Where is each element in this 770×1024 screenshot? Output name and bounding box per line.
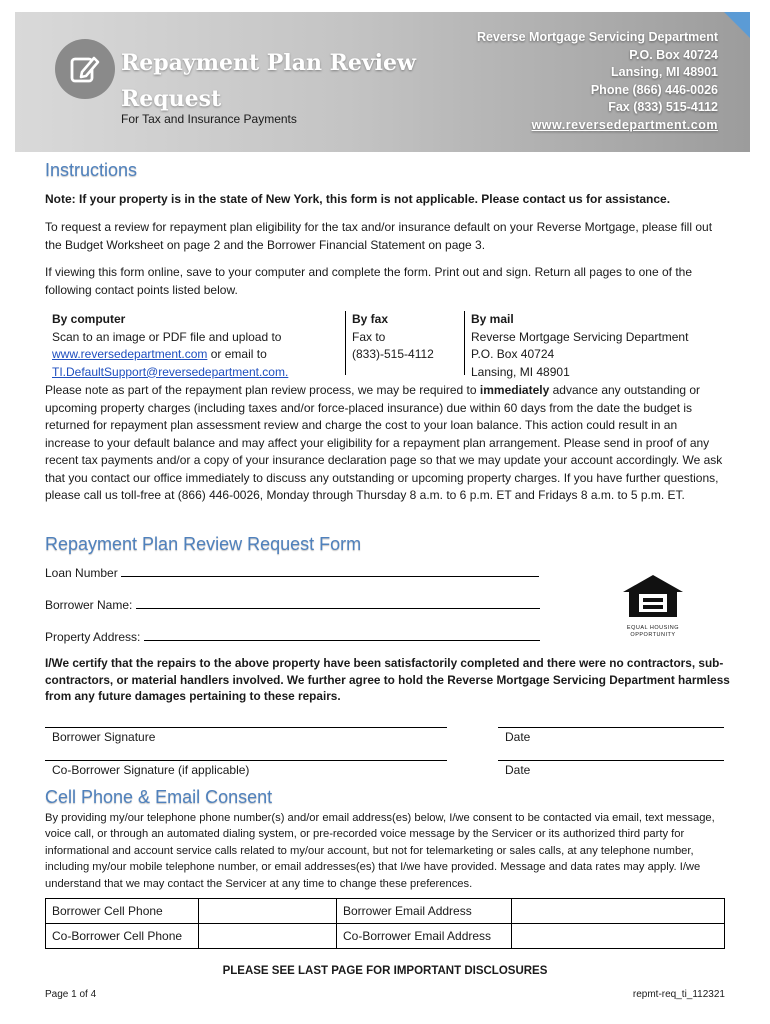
certification-statement: I/We certify that the repairs to the above property have been satisfactorily completed and there were no contractors, sub-contractors, or material handlers involved. We further agree to hold the Reverse Mortgage Servicing Department harmless from any future damages pertaining to these repairs. [45,656,730,703]
request-form-heading: Repayment Plan Review Request Form [45,534,362,554]
equal-housing-text: EQUAL HOUSING OPPORTUNITY [626,625,680,638]
loan-number-field[interactable] [45,566,539,580]
header-city: Lansing, MI 48901 [611,65,718,80]
para3-start: Please note as part of the repayment plan review process, we may be required to [45,383,480,397]
coborrower-email-label: Co-Borrower Email Address [337,924,512,949]
header-po-box: P.O. Box 40724 [629,47,718,62]
header-corner-accent [724,12,750,38]
equal-housing-icon [622,574,684,618]
coborrower-email-input[interactable] [512,924,725,949]
mail-city: Lansing, MI 48901 [471,364,570,379]
instructions-paragraph-2: If viewing this form online, save to your computer and complete the form. Print out and sign. Return all pages to one of the following contact points listed below. [45,265,693,297]
loan-number-input[interactable] [121,566,539,577]
form-subtitle: For Tax and Insurance Payments [121,112,297,126]
coborrower-signature-label: Co-Borrower Signature (if applicable) [52,763,250,777]
table-row [46,899,725,924]
contact-by-mail [471,311,731,381]
new-york-note: Note: If your property is in the state of New York, this form is not applicable. Please contact us for assistance. [45,192,671,206]
by-computer-heading: By computer [52,312,126,326]
header-phone: Phone (866) 446-0026 [590,82,718,97]
mail-department: Reverse Mortgage Servicing Department [471,329,689,344]
equal-housing-logo [622,574,684,639]
property-address-label: Property Address: [45,630,141,644]
fax-to-text: Fax to [352,329,386,344]
property-address-field[interactable] [45,630,540,644]
borrower-name-label: Borrower Name: [45,598,133,612]
coborrower-signature-line[interactable] [45,760,447,761]
consent-heading: Cell Phone & Email Consent [45,787,273,807]
by-computer-text: Scan to an image or PDF file and upload to [52,329,282,344]
borrower-cell-label: Borrower Cell Phone [46,899,199,924]
instructions-paragraph-3 [45,382,725,505]
borrower-email-input[interactable] [512,899,725,924]
form-title-line2: Request [121,86,222,112]
mail-po-box: P.O. Box 40724 [471,347,555,361]
borrower-date-label: Date [505,730,531,744]
header-fax: Fax (833) 515-4112 [608,100,718,115]
property-address-input[interactable] [144,630,540,641]
contact-by-fax [352,311,462,364]
para3-emphasis: immediately [479,383,550,397]
instructions-heading: Instructions [45,160,138,180]
loan-number-label: Loan Number [45,566,118,580]
table-row [46,924,725,949]
form-code: repmt-req_ti_112321 [632,989,725,1000]
column-divider [464,311,465,375]
form-title [121,45,441,117]
fax-number: (833)-515-4112 [352,347,434,361]
borrower-name-field[interactable] [45,598,540,612]
header-banner [15,12,750,152]
header-contact-block [477,29,718,135]
borrower-signature-label: Borrower Signature [52,730,156,744]
borrower-date-line[interactable] [498,727,724,728]
by-fax-heading: By fax [352,312,389,326]
instructions-paragraph-1: To request a review for repayment plan eligibility for the tax and/or insurance default on your Reverse Mortgage, please fill out the Budget Worksheet on page 2 and the Borrower Financial Statement on page 3. [45,220,713,252]
support-email-link[interactable]: TI.DefaultSupport@reversedepartment.com. [52,364,289,379]
coborrower-cell-label: Co-Borrower Cell Phone [46,924,199,949]
website-upload-link[interactable]: www.reversedepartment.com [52,347,208,361]
borrower-email-label: Borrower Email Address [337,899,512,924]
coborrower-date-label: Date [505,763,531,777]
header-department: Reverse Mortgage Servicing Department [476,30,718,44]
column-divider [345,311,346,375]
coborrower-cell-input[interactable] [199,924,337,949]
borrower-signature-line[interactable] [45,727,447,728]
page-number: Page 1 of 4 [45,989,97,1000]
borrower-cell-input[interactable] [199,899,337,924]
coborrower-date-line[interactable] [498,760,724,761]
edit-form-icon [55,39,115,99]
form-title-line1: Repayment Plan Review [121,50,416,76]
or-email-text: or email to [207,347,267,361]
borrower-name-input[interactable] [136,598,540,609]
by-mail-heading: By mail [471,312,514,326]
header-website-link[interactable]: www.reversedepartment.com [531,117,718,132]
contact-consent-table [45,898,725,949]
consent-text: By providing my/our telephone phone number(s) and/or email address(es) below, I/we consent to be contacted via email, text message, voice call, or through an automated dialing system, or pre-recorded voice message by the Servicer or its authorized third party for informational and account service calls related to my/our account, but not for telemarketing or sales calls, at any telephone number, including my/our mobile telephone number, or email addresses(es) that I/we have provided. Message and data rates may apply. I/we understand that we may contact the Servicer at any time to change these preferences. [45,812,715,890]
contact-by-computer [52,311,342,381]
disclosures-notice: PLEASE SEE LAST PAGE FOR IMPORTANT DISCLOSURES [222,965,548,977]
para3-rest: advance any outstanding or upcoming property charges (including taxes and/or force-placed insurance) due within 60 days from the date the budget is returned for repayment plan assessment review and charge the cost to your loan balance. This action could result in an increase to your default balance and may affect your eligibility for a repayment plan arrangement. Please send in proof of any recent tax payments and/or a copy of your insurance declaration page so that we may update your account accordingly. We ask that you contact our office immediately to discuss any outstanding or upcoming property charges. If you have further questions, please call us toll-free at (866) 446-0026, Monday through Thursday 8 a.m. to 6 p.m. ET and Fridays 8 a.m. to 5 p.m. ET. [45,383,723,502]
